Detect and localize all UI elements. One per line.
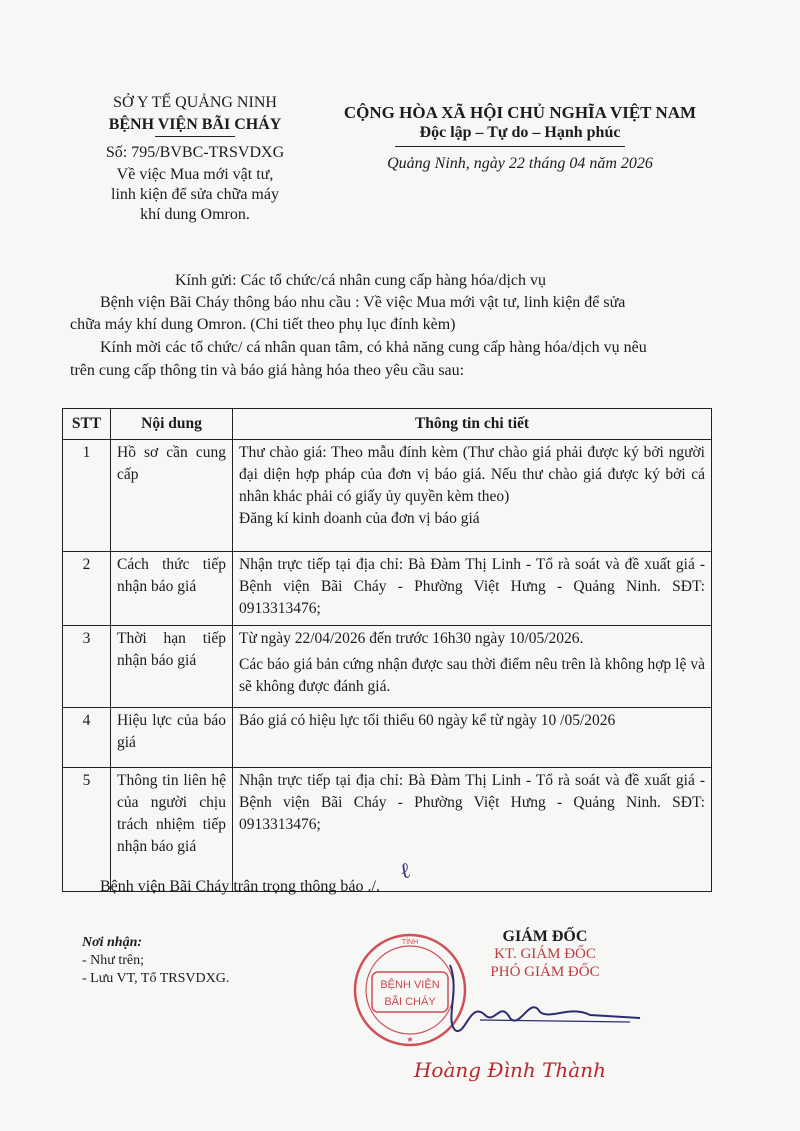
row-detail <box>233 552 712 626</box>
detail-text: Nhận trực tiếp tại địa chỉ: Bà Đàm Thị Linh - Tổ rà soát và đề xuất giá - Bệnh viện Bãi Cháy - Phường Việt Hưng - Quảng Ninh. SĐT: 0913313476; <box>239 772 705 833</box>
svg-text:TỈNH: TỈNH <box>401 939 419 946</box>
paragraph-line: trên cung cấp thông tin và báo giá hàng hóa theo yêu cầu sau: <box>70 362 465 379</box>
motto-underline <box>395 146 625 147</box>
signature-title: GIÁM ĐỐC <box>502 928 588 945</box>
table-row <box>63 440 712 552</box>
nation-title: CỘNG HÒA XÃ HỘI CHỦ NGHĨA VIỆT NAM <box>343 103 697 122</box>
requirements-table <box>62 408 712 892</box>
paragraph-line: Kính mời các tổ chức/ cá nhân quan tâm, có khả năng cung cấp hàng hóa/dịch vụ nêu <box>100 339 647 356</box>
row-detail <box>233 708 712 768</box>
row-stt: 3 <box>63 626 111 708</box>
row-content: Cách thức tiếp nhận báo giá <box>111 552 233 626</box>
org-underline <box>155 136 235 137</box>
detail-text: Các báo giá bản cứng nhận được sau thời điểm nêu trên là không hợp lệ và sẽ không được đánh giá. <box>239 656 705 695</box>
org-name: BỆNH VIỆN BÃI CHÁY <box>108 116 282 133</box>
paragraph-line: chữa máy khí dung Omron. (Chi tiết theo phụ lục đính kèm) <box>70 316 456 333</box>
greeting: Kính gửi: Các tổ chức/cá nhân cung cấp hàng hóa/dịch vụ <box>175 272 547 289</box>
svg-text:★: ★ <box>406 1035 414 1044</box>
recipients-title: Nơi nhận: <box>82 935 143 950</box>
detail-text: Báo giá có hiệu lực tối thiểu 60 ngày kể từ ngày 10 /05/2026 <box>239 712 616 729</box>
detail-text: Nhận trực tiếp tại địa chỉ: Bà Đàm Thị Linh - Tổ rà soát và đề xuất giá - Bệnh viện Bãi Cháy - Phường Việt Hưng - Quảng Ninh. SĐT: 0913313476; <box>239 556 705 617</box>
nation-motto: Độc lập – Tự do – Hạnh phúc <box>419 124 621 141</box>
row-content: Hồ sơ cần cung cấp <box>111 440 233 552</box>
detail-text: Đăng kí kinh doanh của đơn vị báo giá <box>239 510 480 527</box>
header-stt: STT <box>63 409 111 440</box>
header-content: Nội dung <box>111 409 233 440</box>
svg-text:BÃI CHÁY: BÃI CHÁY <box>384 996 436 1008</box>
doc-number: Số: 795/BVBC-TRSVDXG <box>105 144 285 161</box>
subject-line: Về việc Mua mới vật tư, <box>116 166 274 183</box>
org-parent: SỞ Y TẾ QUẢNG NINH <box>113 94 277 111</box>
row-detail <box>233 440 712 552</box>
row-stt: 2 <box>63 552 111 626</box>
row-stt: 4 <box>63 708 111 768</box>
closing-line: Bệnh viện Bãi Cháy trân trọng thông báo ./. <box>100 878 380 895</box>
row-content: Hiệu lực của báo giá <box>111 708 233 768</box>
detail-text: Thư chào giá: Theo mẫu đính kèm (Thư chào giá phải được ký bởi người đại diện hợp pháp của đơn vị báo giá. Nếu thư chào giá được ký bởi cá nhân khác phải có giấy ủy quyền kèm theo) <box>239 444 705 505</box>
detail-text: Từ ngày 22/04/2026 đến trước 16h30 ngày 10/05/2026. <box>239 630 584 647</box>
table-row <box>63 626 712 708</box>
recipient-item: - Như trên; <box>82 953 145 968</box>
subject-line: linh kiện để sửa chữa máy <box>111 186 279 203</box>
svg-text:BỆNH VIỆN: BỆNH VIỆN <box>380 979 440 991</box>
paragraph-line: Bệnh viện Bãi Cháy thông báo nhu cầu : Về việc Mua mới vật tư, linh kiện để sửa <box>100 294 626 311</box>
table-row <box>63 768 712 892</box>
signature-subtitle: KT. GIÁM ĐỐC <box>494 946 596 962</box>
row-stt: 1 <box>63 440 111 552</box>
row-detail <box>233 768 712 892</box>
subject-line: khí dung Omron. <box>140 206 250 223</box>
issue-date: Quảng Ninh, ngày 22 tháng 04 năm 2026 <box>387 155 653 172</box>
signer-name: Hoàng Đình Thành <box>413 1058 606 1082</box>
table-header-row <box>63 409 712 440</box>
recipient-item: - Lưu VT, Tổ TRSVDXG. <box>82 971 230 986</box>
initial-mark-icon: ℓ <box>397 857 413 884</box>
table-row <box>63 552 712 626</box>
row-content: Thông tin liên hệ của người chịu trách nhiệm tiếp nhận báo giá <box>111 768 233 892</box>
row-stt: 5 <box>63 768 111 892</box>
handwritten-signature-icon <box>440 960 650 1040</box>
row-detail <box>233 626 712 708</box>
header-detail: Thông tin chi tiết <box>233 409 712 440</box>
table-row <box>63 708 712 768</box>
signature-subtitle: PHÓ GIÁM ĐỐC <box>490 964 600 980</box>
row-content: Thời hạn tiếp nhận báo giá <box>111 626 233 708</box>
